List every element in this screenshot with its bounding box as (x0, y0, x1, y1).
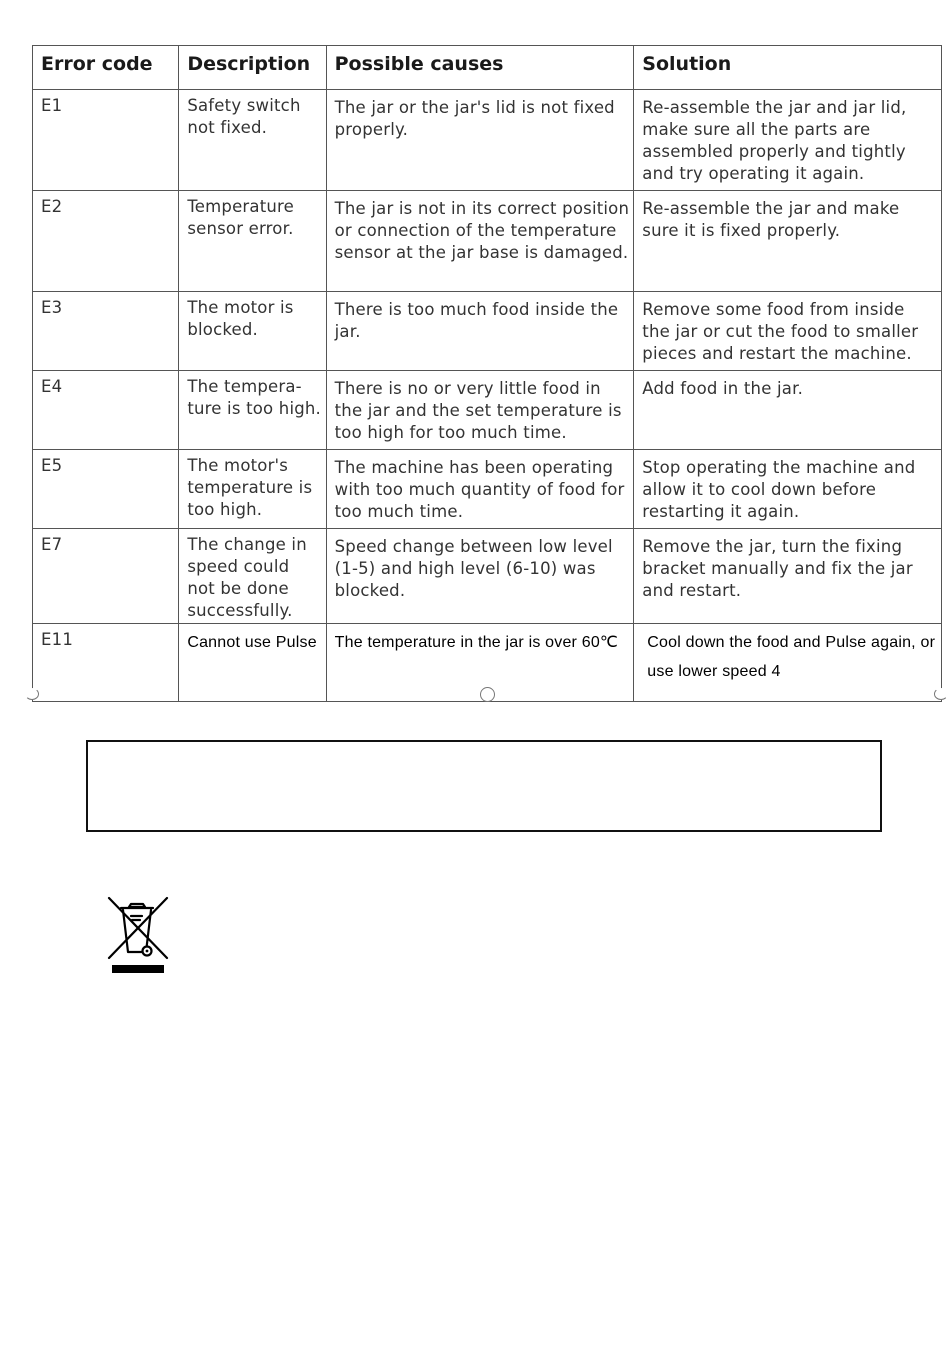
solution-cell: Re-assemble the jar and make sure it is fixed properly. (634, 191, 942, 292)
table-header-row (33, 46, 942, 90)
error-code-cell: E3 (33, 292, 179, 371)
possible-cause-cell: The jar or the jar's lid is not fixed properly. (326, 90, 634, 191)
possible-cause-cell: The temperature in the jar is over 60℃ (326, 624, 634, 702)
solution-cell: Add food in the jar. (634, 371, 942, 450)
error-code-table (32, 45, 942, 702)
description-cell: Safety switch not fixed. (179, 90, 326, 191)
header-solution: Solution (634, 46, 942, 90)
description-cell: The tempera-ture is too high. (179, 371, 326, 450)
error-code-cell: E4 (33, 371, 179, 450)
possible-cause-cell: There is too much food inside the jar. (326, 292, 634, 371)
crossed-out-wheelie-bin-icon (106, 896, 170, 976)
header-description: Description (179, 46, 326, 90)
error-code-cell: E2 (33, 191, 179, 292)
description-cell: Temperature sensor error. (179, 191, 326, 292)
description-cell: Cannot use Pulse (179, 624, 326, 702)
error-code-cell: E5 (33, 450, 179, 529)
table-row (33, 371, 942, 450)
table-row (33, 90, 942, 191)
possible-cause-cell: The machine has been operating with too much quantity of food for too much time. (326, 450, 634, 529)
possible-cause-cell: The jar is not in its correct position or connection of the temperature sensor at the jar base is damaged. (326, 191, 634, 292)
table-row (33, 292, 942, 371)
header-possible-causes: Possible causes (326, 46, 634, 90)
possible-cause-cell: Speed change between low level (1-5) and high level (6-10) was blocked. (326, 529, 634, 624)
description-cell: The motor is blocked. (179, 292, 326, 371)
error-code-cell: E1 (33, 90, 179, 191)
error-code-cell: E11 (33, 624, 179, 702)
table-row (33, 450, 942, 529)
solution-cell: Remove the jar, turn the fixing bracket manually and fix the jar and restart. (634, 529, 942, 624)
solution-cell: Remove some food from inside the jar or cut the food to smaller pieces and restart the machine. (634, 292, 942, 371)
table-row (33, 529, 942, 624)
solution-cell: Stop operating the machine and allow it to cool down before restarting it again. (634, 450, 942, 529)
description-cell: The change in speed could not be done successfully. (179, 529, 326, 624)
table-edge-marker-left (25, 688, 39, 700)
possible-cause-cell: There is no or very little food in the jar and the set temperature is too high for too much time. (326, 371, 634, 450)
error-code-cell: E7 (33, 529, 179, 624)
table-edge-marker-center (480, 687, 495, 702)
header-error-code: Error code (33, 46, 179, 90)
table-row (33, 191, 942, 292)
solution-cell: Re-assemble the jar and jar lid, make sure all the parts are assembled properly and tightly and try operating it again. (634, 90, 942, 191)
solution-cell: Cool down the food and Pulse again, or use lower speed 4 (634, 624, 942, 702)
description-cell: The motor's temperature is too high. (179, 450, 326, 529)
empty-notice-box (86, 740, 882, 832)
table-edge-marker-right (934, 688, 948, 700)
